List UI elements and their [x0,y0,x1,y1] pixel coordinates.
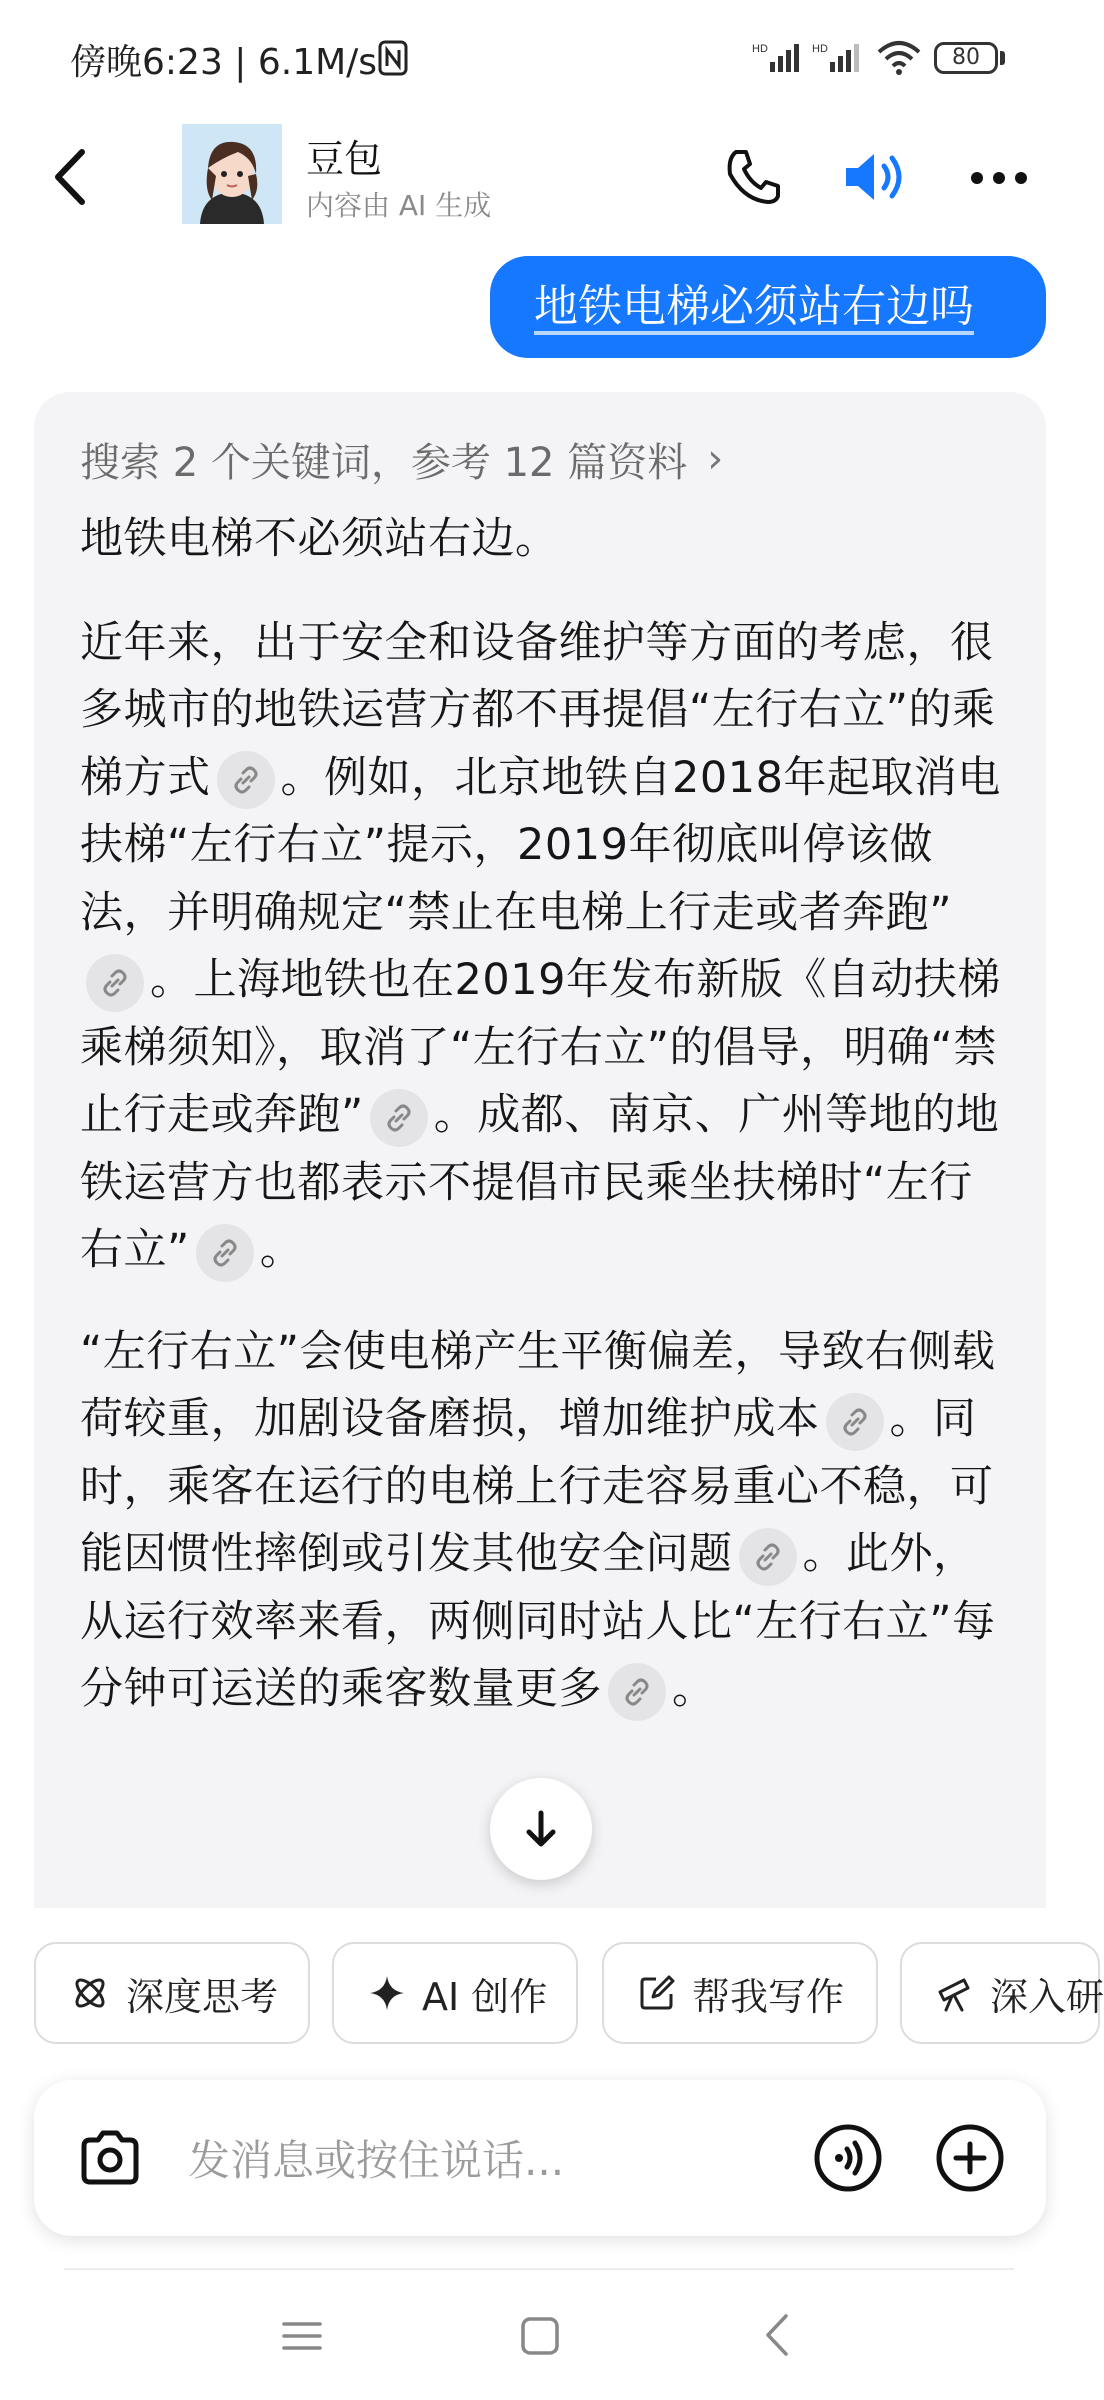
edit-icon [638,1974,676,2012]
ai-message-bubble [34,392,1046,1908]
answer-text: 。同时，乘客在运行的电梯上行走容易重心不稳，可能因惯性摔倒或引发其他安全问题 [80,1394,994,1579]
user-message-bubble[interactable] [490,256,1046,358]
svg-text:HD: HD [752,43,768,55]
deep-think-label: 深度思考 [126,1974,279,2019]
svg-text:HD: HD [812,43,828,55]
answer-paragraph-2 [80,610,1002,1285]
message-input[interactable]: 发消息或按住说话... [188,2136,565,2185]
speaker-icon[interactable] [840,144,910,210]
link-icon[interactable] [196,1224,254,1282]
avatar-image-icon [182,124,282,224]
answer-text: 近年来，出于安全和设备维护等方面的考虑，很多城市的地铁运营方都不再提倡“左行右立”的乘梯方式 [80,617,996,803]
status-bar [0,0,1080,118]
nfc-icon [378,40,408,76]
answer-text: “左行右立”会使电梯产生平衡偏差，导致右侧载荷较重，加剧设备磨损，增加维护成本 [80,1326,996,1444]
atom-icon [70,1973,110,2013]
help-write-label: 帮我写作 [692,1974,845,2019]
answer-paragraph-1: 地铁电梯不必须站右边。 [80,514,559,564]
arrow-down-icon [519,1807,563,1851]
avatar[interactable] [182,124,282,224]
plus-icon[interactable] [934,2122,1006,2194]
scroll-to-bottom-button[interactable] [490,1778,592,1880]
divider [64,2268,1014,2270]
answer-text: 。例如，北京地铁自2018年起取消电扶梯“左行右立”提示，2019年彻底叫停该做法，并明确规定“禁止在电梯上行走或者奔跑” [80,752,1001,938]
link-icon[interactable] [739,1528,797,1586]
telescope-icon [936,1974,974,2012]
ai-create-label: AI 创作 [422,1974,548,2019]
link-icon[interactable] [86,954,144,1012]
answer-paragraph-3 [80,1319,1002,1724]
message-input-bar [34,2080,1046,2236]
answer-text: 。上海地铁也在2019年发布新版《自动扶梯乘梯须知》，取消了“左行右立”的倡导，明确“禁止行走或奔跑” [80,955,1001,1140]
answer-text: 。成都、南京、广州等地的地铁运营方也都表示不提倡市民乘坐扶梯时“左行右立” [80,1090,1000,1275]
answer-text: 。 [259,1225,304,1275]
sparkle-icon [368,1974,406,2012]
user-message-text: 地铁电梯必须站右边吗 [534,281,974,332]
wifi-icon [875,38,923,76]
home-nav-icon[interactable] [520,2314,560,2358]
chat-title: 豆包 [306,137,383,181]
ai-create-button[interactable] [332,1942,578,2044]
signal-icon-2 [812,40,864,74]
more-options-icon[interactable] [966,148,1032,208]
chat-header [0,118,1080,236]
link-icon[interactable] [608,1663,666,1721]
references-link[interactable] [80,426,1002,492]
voice-icon[interactable] [812,2122,884,2194]
phone-icon[interactable] [720,144,786,210]
deep-think-button[interactable] [34,1942,310,2044]
status-time: 傍晚6:23 | 6.1M/s [70,42,378,83]
chevron-right-icon: › [707,436,724,482]
battery-tip [1000,51,1005,65]
link-icon[interactable] [370,1089,428,1147]
link-icon[interactable] [217,751,275,809]
back-nav-icon[interactable] [760,2312,796,2358]
answer-text: 。此外，从运行效率来看，两侧同时站人比“左行右立”每分钟可运送的乘客数量更多 [80,1529,996,1714]
help-write-button[interactable] [602,1942,878,2044]
deep-research-button[interactable] [900,1942,1104,2044]
battery-icon: 80 [934,42,998,74]
quick-actions [0,1942,1104,2046]
references-text: 搜索 2 个关键词，参考 12 篇资料 [80,439,688,486]
menu-nav-icon[interactable] [282,2316,322,2356]
answer-text: 。 [672,1664,716,1714]
chat-subtitle: 内容由 AI 生成 [306,189,492,222]
camera-icon[interactable] [76,2124,144,2192]
link-icon[interactable] [826,1393,884,1451]
back-arrow-icon[interactable] [40,142,110,212]
signal-icon [752,40,804,74]
deep-research-label: 深入研 [990,1974,1104,2019]
